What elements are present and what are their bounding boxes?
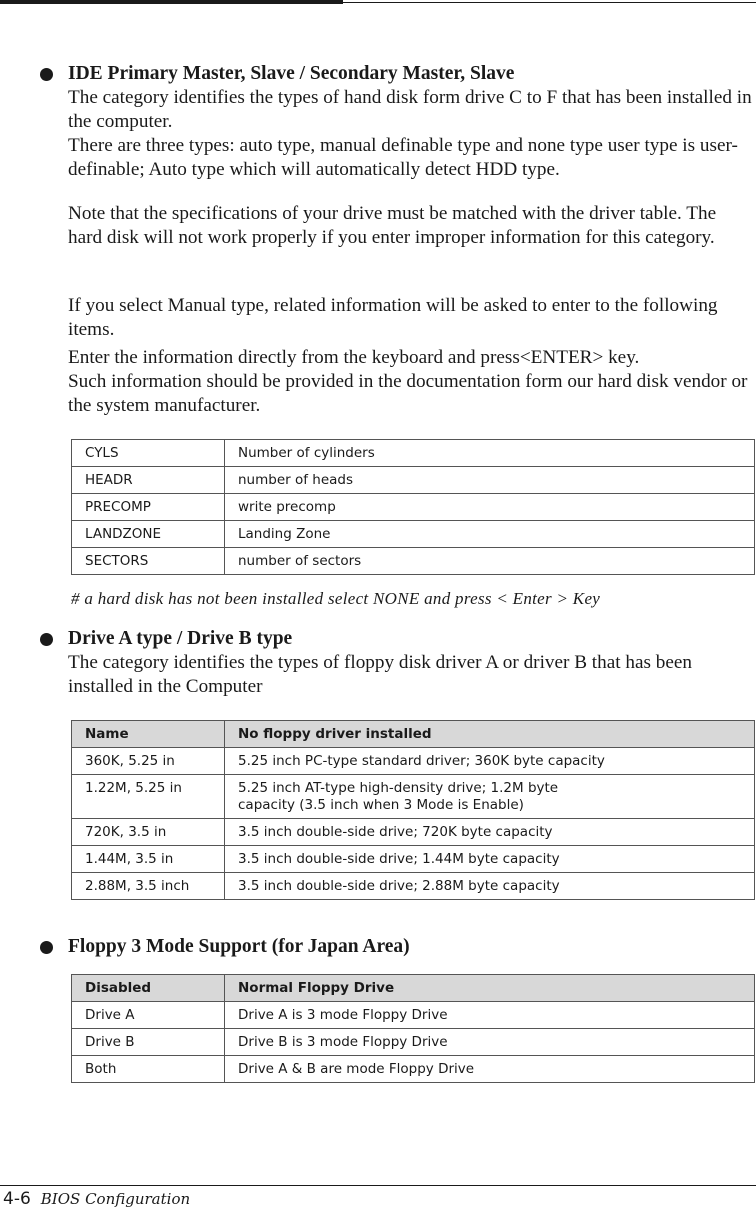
mode-name: Drive A xyxy=(72,1002,225,1029)
footer-title: BIOS Configuration xyxy=(40,1190,191,1208)
ide-para-4: If you select Manual type, related information will be asked to enter to the following items. xyxy=(68,295,718,340)
floppy-mode-table xyxy=(71,974,755,1083)
page-footer xyxy=(3,1189,190,1209)
hdd-note: # a hard disk has not been installed select NONE and press < Enter > Key xyxy=(71,589,601,608)
ide-para-2: There are three types: auto type, manual definable type and none type user type is user-definable; Auto type which will automatically detect HDD type. xyxy=(68,135,738,180)
ide-para-5: Enter the information directly from the keyboard and press<ENTER> key. xyxy=(68,347,640,368)
top-rule xyxy=(0,0,343,4)
header-name: Name xyxy=(72,721,225,748)
header-name: Disabled xyxy=(72,975,225,1002)
floppy-type-table xyxy=(71,720,755,900)
drive-desc-line-1: 5.25 inch AT-type high-density drive; 1.2M byte xyxy=(238,780,559,796)
param-desc: write precomp xyxy=(225,494,755,521)
drive-para: The category identifies the types of floppy disk driver A or driver B that has been installed in the Computer xyxy=(68,652,692,697)
drive-desc: 3.5 inch double-side drive; 2.88M byte capacity xyxy=(225,873,755,900)
param-name: PRECOMP xyxy=(72,494,225,521)
ide-para-1: The category identifies the types of hand disk form drive C to F that has been installed in the computer. xyxy=(68,87,752,132)
table-row xyxy=(72,748,755,775)
drive-name: 2.88M, 3.5 inch xyxy=(72,873,225,900)
floppy-heading: Floppy 3 Mode Support (for Japan Area) xyxy=(68,936,410,957)
table-row xyxy=(72,846,755,873)
mode-desc: Drive A & B are mode Floppy Drive xyxy=(225,1056,755,1083)
param-name: LANDZONE xyxy=(72,521,225,548)
drive-desc: 5.25 inch PC-type standard driver; 360K byte capacity xyxy=(225,748,755,775)
page-number: 4-6 xyxy=(3,1189,31,1209)
param-name: CYLS xyxy=(72,440,225,467)
param-desc: Landing Zone xyxy=(225,521,755,548)
drive-desc: 3.5 inch double-side drive; 720K byte capacity xyxy=(225,819,755,846)
mode-name: Drive B xyxy=(72,1029,225,1056)
drive-desc: 3.5 inch double-side drive; 1.44M byte capacity xyxy=(225,846,755,873)
mode-desc: Drive A is 3 mode Floppy Drive xyxy=(225,1002,755,1029)
table-row xyxy=(72,494,755,521)
ide-para-6: Such information should be provided in the documentation form our hard disk vendor or the system manufacturer. xyxy=(68,371,748,416)
ide-heading: IDE Primary Master, Slave / Secondary Master, Slave xyxy=(68,63,515,84)
param-name: HEADR xyxy=(72,467,225,494)
param-desc: number of sectors xyxy=(225,548,755,575)
ide-para-3: Note that the specifications of your drive must be matched with the driver table. The hard disk will not work properly if you enter improper information for this category. xyxy=(68,203,717,248)
table-header-row xyxy=(72,721,755,748)
param-desc: number of heads xyxy=(225,467,755,494)
drive-desc xyxy=(225,775,755,819)
table-row xyxy=(72,1056,755,1083)
drive-heading: Drive A type / Drive B type xyxy=(68,628,293,649)
drive-name: 1.22M, 5.25 in xyxy=(72,775,225,819)
drive-name: 720K, 3.5 in xyxy=(72,819,225,846)
table-row xyxy=(72,819,755,846)
table-row xyxy=(72,873,755,900)
drive-name: 360K, 5.25 in xyxy=(72,748,225,775)
mode-name: Both xyxy=(72,1056,225,1083)
bullet-icon xyxy=(40,633,53,646)
table-row xyxy=(72,1002,755,1029)
table-row xyxy=(72,521,755,548)
table-row xyxy=(72,775,755,819)
header-desc: Normal Floppy Drive xyxy=(225,975,755,1002)
param-name: SECTORS xyxy=(72,548,225,575)
header-desc: No floppy driver installed xyxy=(225,721,755,748)
table-row xyxy=(72,467,755,494)
bullet-icon xyxy=(40,941,53,954)
bullet-icon xyxy=(40,68,53,81)
table-header-row xyxy=(72,975,755,1002)
table-row xyxy=(72,440,755,467)
mode-desc: Drive B is 3 mode Floppy Drive xyxy=(225,1029,755,1056)
drive-name: 1.44M, 3.5 in xyxy=(72,846,225,873)
table-row xyxy=(72,1029,755,1056)
footer-rule xyxy=(0,1185,756,1186)
param-desc: Number of cylinders xyxy=(225,440,755,467)
top-rule-thin xyxy=(343,2,756,3)
drive-desc-line-2: capacity (3.5 inch when 3 Mode is Enable) xyxy=(238,797,524,813)
table-row xyxy=(72,548,755,575)
hdd-params-table xyxy=(71,439,755,575)
